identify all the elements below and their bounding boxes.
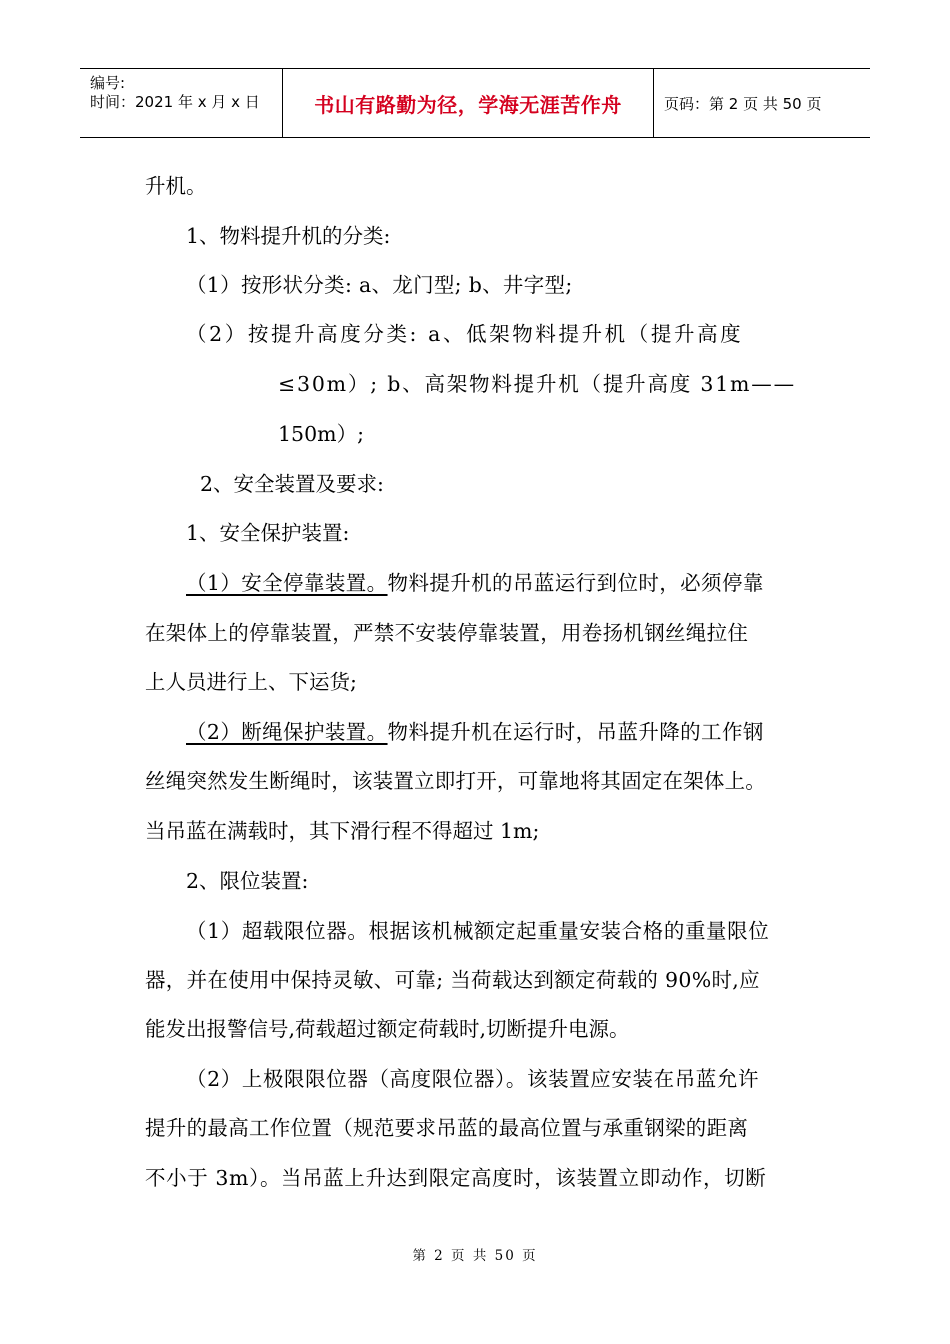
text-line: 2、限位装置:	[186, 869, 309, 893]
text-span: 物料提升机的吊蓝运行到位时，必须停靠	[387, 571, 764, 595]
text-line: 上人员进行上、下运货;	[145, 670, 357, 694]
header-motto	[282, 69, 654, 137]
text-line: 在架体上的停靠装置，严禁不安装停靠装置，用卷扬机钢丝绳拉住	[145, 621, 749, 645]
text-line: 丝绳突然发生断绳时，该装置立即打开，可靠地将其固定在架体上。	[145, 769, 766, 793]
underlined-heading: （1）安全停靠装置。	[186, 571, 388, 595]
underlined-heading: （2）断绳保护装置。	[186, 720, 388, 744]
text-span: 物料提升机在运行时，吊蓝升降的工作钢	[387, 720, 764, 744]
text-line: 提升的最高工作位置（规范要求吊蓝的最高位置与承重钢梁的距离	[145, 1116, 749, 1140]
number-label: 编号:	[90, 74, 126, 92]
text-line: （2）按提升高度分类: a、低架物料提升机（提升高度	[186, 322, 744, 346]
header-page-label: 页码：第 2 页 共 50 页	[664, 94, 822, 113]
text-line: ≤30m）; b、高架物料提升机（提升高度 31m——	[278, 372, 796, 396]
text-line	[186, 718, 764, 746]
header-meta	[80, 69, 282, 137]
text-line: 能发出报警信号,荷载超过额定荷载时,切断提升电源。	[145, 1017, 630, 1041]
text-line: （2）上极限限位器（高度限位器）。该装置应安装在吊蓝允许	[186, 1067, 760, 1091]
text-line: 150m）;	[278, 422, 364, 446]
page-header	[80, 68, 870, 138]
text-line: （1）超载限位器。根据该机械额定起重量安装合格的重量限位	[186, 919, 770, 943]
motto-text: 书山有路勤为径，学海无涯苦作舟	[314, 92, 622, 117]
time-label: 时间：2021 年 x 月 x 日	[90, 93, 260, 111]
text-line: 升机。	[145, 174, 207, 198]
text-line: （1）按形状分类: a、龙门型; b、井字型;	[186, 273, 573, 297]
text-line: 1、安全保护装置:	[186, 521, 350, 545]
text-line	[186, 569, 764, 597]
text-line: 1、物料提升机的分类:	[186, 224, 391, 248]
page-footer: 第 2 页 共 50 页	[412, 1248, 538, 1264]
text-line: 2、安全装置及要求:	[200, 472, 384, 496]
text-line: 当吊蓝在满载时，其下滑行程不得超过 1m;	[145, 819, 540, 843]
text-line: 不小于 3m）。当吊蓝上升达到限定高度时，该装置立即动作，切断	[145, 1166, 767, 1190]
text-line: 器，并在使用中保持灵敏、可靠; 当荷载达到额定荷载的 90%时,应	[145, 968, 760, 992]
